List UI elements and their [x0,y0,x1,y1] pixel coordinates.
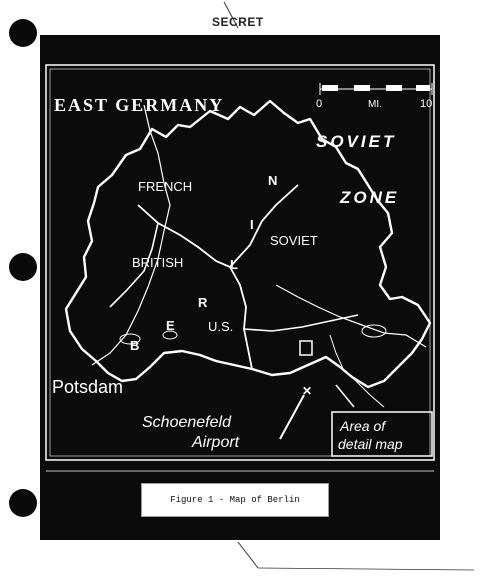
detail-area-marker [300,341,312,355]
city-letter: I [250,217,254,232]
scale-unit: MI. [368,99,382,110]
airport-marker-x: ✕ [302,384,313,398]
zone-label-soviet: SOVIET [316,132,397,151]
pencil-mark [222,0,242,30]
city-letter: B [130,338,140,353]
punch-hole [9,489,37,517]
river [330,335,384,407]
zone-label-zone: ZONE [340,188,400,207]
sector-label-french: FRENCH [138,179,193,194]
punch-hole [9,19,37,47]
city-letter: R [198,295,208,310]
map-title: EAST GERMANY [54,95,225,115]
scale-start: 0 [316,98,323,110]
sector-label-british: BRITISH [132,255,184,270]
berlin-map [40,35,440,540]
sector-label-us: U.S. [208,319,234,334]
detail-pointer [336,385,354,407]
city-letter: L [230,257,238,272]
scale-bar [320,83,432,95]
map-board [40,35,440,540]
pencil-mark [236,538,476,578]
classification-marking: SECRET [212,15,264,29]
detail-box-line1: Area of [340,418,386,434]
sector-label-soviet: SOVIET [270,233,318,248]
place-label-airport-line2: Airport [192,434,240,451]
sector-boundary [230,185,298,267]
place-label-potsdam: Potsdam [52,377,124,397]
lake [362,325,386,337]
river [92,105,170,365]
city-letter: N [268,173,278,188]
map-frame [46,65,434,460]
airport-pointer [280,395,304,439]
detail-box-line2: detail map [338,436,403,452]
city-letter: E [166,318,175,333]
punch-hole [9,253,37,281]
scale-end: 10 [420,98,433,110]
sector-boundary [230,267,252,369]
figure-caption: Figure 1 - Map of Berlin [141,483,329,517]
place-label-airport-line1: Schoenefeld [142,414,231,431]
